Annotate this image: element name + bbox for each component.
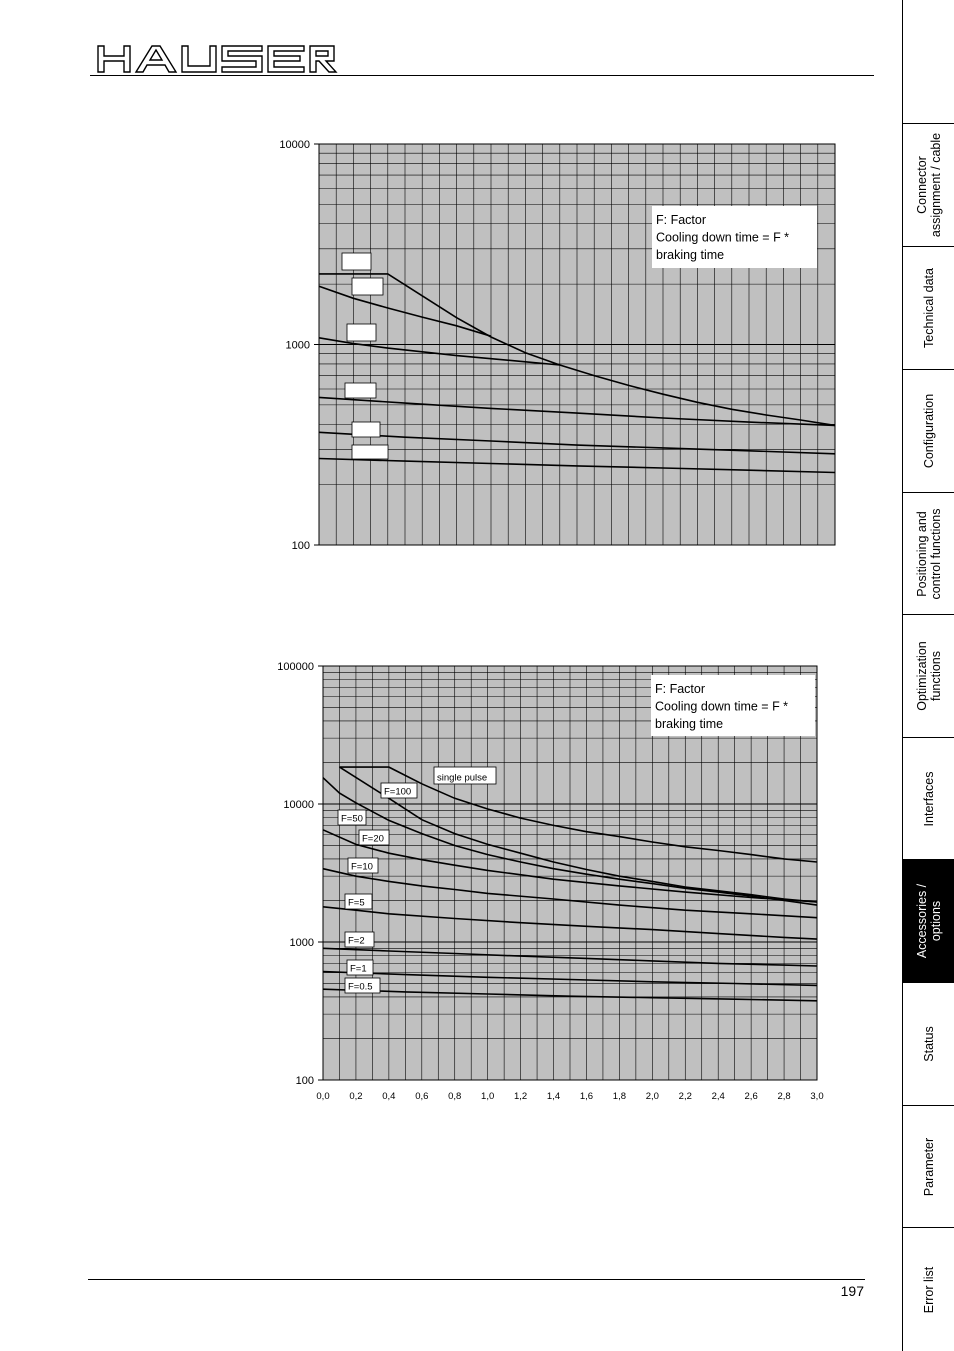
x-tick-label: 1,8 bbox=[612, 1091, 627, 1102]
x-tick-label: 0,6 bbox=[415, 1091, 429, 1102]
x-tick-label: 1,2 bbox=[513, 1091, 528, 1102]
curve-label bbox=[381, 783, 417, 798]
tab-blank[interactable] bbox=[903, 0, 954, 124]
y-tick-label: 10000 bbox=[279, 139, 310, 151]
tab-label: Error list bbox=[922, 1266, 936, 1313]
curve-label bbox=[352, 445, 388, 459]
y-tick-label: 1000 bbox=[289, 937, 314, 949]
y-tick-label: 10000 bbox=[283, 799, 314, 811]
y-tick-label: 1000 bbox=[285, 339, 310, 352]
tab-label: Configuration bbox=[922, 393, 936, 469]
tab-label: Positioning and control functions bbox=[915, 507, 943, 600]
legend-text: F: Factor bbox=[656, 213, 707, 227]
curve-label bbox=[338, 810, 366, 825]
header-rule bbox=[90, 75, 874, 76]
tab-label: Accessories / options bbox=[915, 883, 943, 959]
legend-text: Cooling down time = F * bbox=[656, 230, 790, 245]
chart-cooling-time-bottom bbox=[260, 655, 860, 1115]
tab-error-list[interactable] bbox=[903, 1228, 954, 1351]
tab-label: Parameter bbox=[922, 1137, 936, 1196]
curve-label-box bbox=[352, 422, 380, 437]
x-tick-label: 1,6 bbox=[579, 1091, 594, 1102]
curve-label-text: F=20 bbox=[362, 833, 384, 845]
tab-label: Optimization functions bbox=[915, 641, 943, 711]
tab-status[interactable] bbox=[903, 983, 954, 1106]
page-number: 197 bbox=[840, 1283, 864, 1299]
curve-label-text: F=1 bbox=[350, 963, 367, 975]
legend-text: F: Factor bbox=[655, 682, 706, 696]
chart-cooling-time-top bbox=[260, 132, 860, 557]
tab-label: Interfaces bbox=[922, 771, 936, 826]
curve-label bbox=[352, 422, 380, 437]
curve-label bbox=[359, 830, 389, 845]
curve-label-box bbox=[342, 253, 371, 270]
curve-label bbox=[348, 858, 378, 873]
curve-label bbox=[345, 978, 380, 993]
curve-label-box bbox=[352, 445, 388, 459]
x-tick-label: 2,4 bbox=[711, 1091, 725, 1102]
curve-label-text: F=2 bbox=[348, 935, 365, 947]
x-tick-label: 1,0 bbox=[481, 1091, 495, 1102]
curve-label-text: single pulse bbox=[437, 772, 488, 784]
tab-parameter[interactable] bbox=[903, 1106, 954, 1228]
legend-text: Cooling down time = F * bbox=[655, 699, 789, 714]
hauser-logo bbox=[96, 44, 338, 74]
curve-label bbox=[342, 253, 371, 270]
curve-label bbox=[352, 278, 383, 295]
chart-bottom-svg bbox=[260, 655, 860, 1115]
x-tick-label: 0,8 bbox=[448, 1091, 462, 1102]
legend-text: braking time bbox=[655, 717, 724, 731]
y-tick-label: 100 bbox=[295, 1075, 314, 1087]
tab-connector-assignment[interactable] bbox=[903, 124, 954, 247]
tab-technical-data[interactable] bbox=[903, 247, 954, 370]
tab-accessories-options[interactable] bbox=[903, 860, 954, 983]
footer-rule bbox=[88, 1279, 865, 1280]
curve-label-text: F=5 bbox=[348, 897, 365, 909]
tab-positioning[interactable] bbox=[903, 493, 954, 615]
curve-label bbox=[345, 383, 376, 398]
curve-label bbox=[347, 324, 376, 341]
x-tick-label: 2,0 bbox=[645, 1091, 659, 1102]
tab-interfaces[interactable] bbox=[903, 738, 954, 860]
x-tick-label: 3,0 bbox=[810, 1091, 824, 1102]
chart-top-svg bbox=[260, 132, 860, 557]
x-tick-label: 1,4 bbox=[546, 1091, 561, 1102]
y-tick-label: 100000 bbox=[277, 661, 314, 673]
curve-label bbox=[347, 960, 373, 975]
curve-label-box bbox=[345, 383, 376, 398]
curve-label bbox=[434, 767, 496, 784]
tab-label: Status bbox=[922, 1026, 936, 1062]
curve-label bbox=[345, 894, 372, 909]
curve-label bbox=[345, 932, 374, 947]
x-tick-label: 2,2 bbox=[678, 1091, 692, 1102]
side-nav bbox=[902, 0, 954, 1351]
x-tick-label: 2,6 bbox=[744, 1091, 758, 1102]
x-tick-label: 2,8 bbox=[777, 1091, 791, 1102]
x-tick-label: 0,4 bbox=[382, 1091, 396, 1102]
x-tick-label: 0,2 bbox=[349, 1091, 363, 1102]
x-tick-label: 0,0 bbox=[316, 1091, 330, 1102]
legend-text: braking time bbox=[656, 248, 725, 262]
curve-label-text: F=10 bbox=[351, 861, 373, 873]
curve-label-box bbox=[347, 324, 376, 341]
tab-label: Technical data bbox=[922, 268, 936, 348]
tab-optimization[interactable] bbox=[903, 615, 954, 738]
tab-configuration[interactable] bbox=[903, 370, 954, 493]
curve-label-text: F=0.5 bbox=[348, 981, 373, 993]
curve-label-text: F=50 bbox=[341, 813, 363, 825]
curve-label-text: F=100 bbox=[384, 786, 412, 798]
tab-label: Connector assignment / cable bbox=[915, 132, 943, 238]
curve-label-box bbox=[352, 278, 383, 295]
y-tick-label: 100 bbox=[291, 540, 310, 552]
